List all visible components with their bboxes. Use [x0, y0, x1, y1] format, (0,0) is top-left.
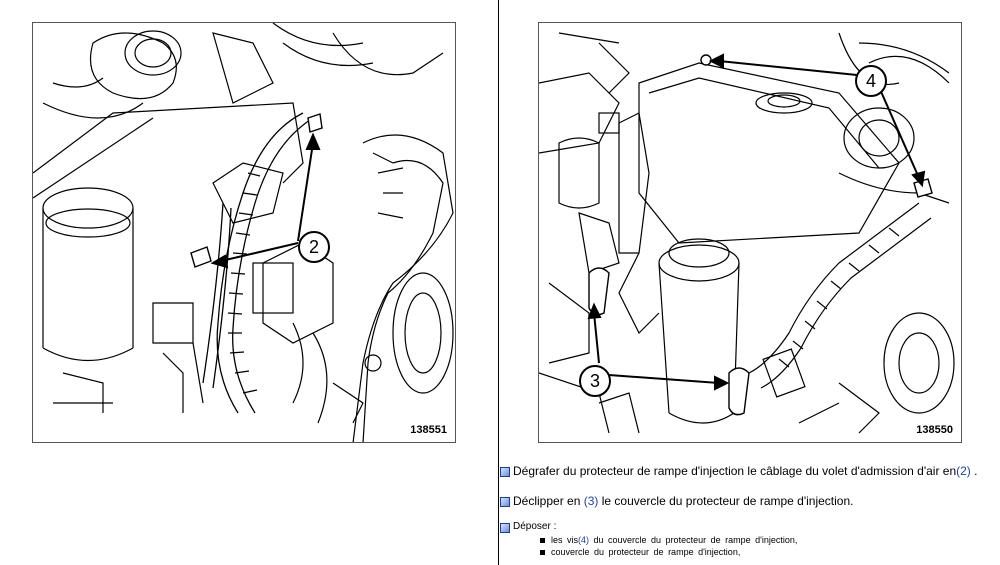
engine-illustration-right	[538, 22, 962, 443]
checkbox-icon	[500, 523, 510, 533]
callout-4: 4	[855, 65, 887, 97]
step-1-text: Dégrafer du protecteur de rampe d'injection le câblage du volet d'admission d'air en	[513, 464, 957, 478]
step-2-text: Déclipper en	[513, 494, 584, 508]
callout-2: 2	[298, 231, 330, 263]
figure-number-left: 138551	[410, 424, 447, 436]
step-2-after: le couvercle du protecteur de rampe d'injection.	[598, 494, 854, 508]
bullet-square-icon	[540, 550, 545, 555]
engine-illustration-left	[32, 22, 456, 443]
step-1-after: .	[970, 464, 978, 478]
instruction-step-1	[500, 464, 977, 478]
sub-item-1-ref[interactable]: (4)	[578, 535, 590, 545]
engine-drawing-left	[33, 23, 455, 442]
callout-3: 3	[579, 365, 611, 397]
step-3-text: Déposer :	[513, 521, 557, 532]
step-1-ref[interactable]: (2)	[956, 464, 971, 478]
sub-item-2-text: couvercle du protecteur de rampe d'injection,	[551, 547, 741, 557]
figure-number-right: 138550	[916, 424, 953, 436]
sub-item-1-before: les vis	[551, 535, 579, 545]
page-divider	[498, 0, 499, 565]
instruction-step-2	[500, 494, 854, 508]
bullet-square-icon	[540, 538, 545, 543]
checkbox-icon	[500, 467, 510, 477]
sub-item-2	[540, 547, 740, 558]
instruction-step-3	[500, 520, 556, 534]
step-2-ref[interactable]: (3)	[583, 494, 599, 508]
checkbox-icon	[500, 497, 510, 507]
sub-item-1-after: du couvercle du protecteur de rampe d'injection,	[589, 535, 798, 545]
sub-item-1	[540, 535, 797, 546]
